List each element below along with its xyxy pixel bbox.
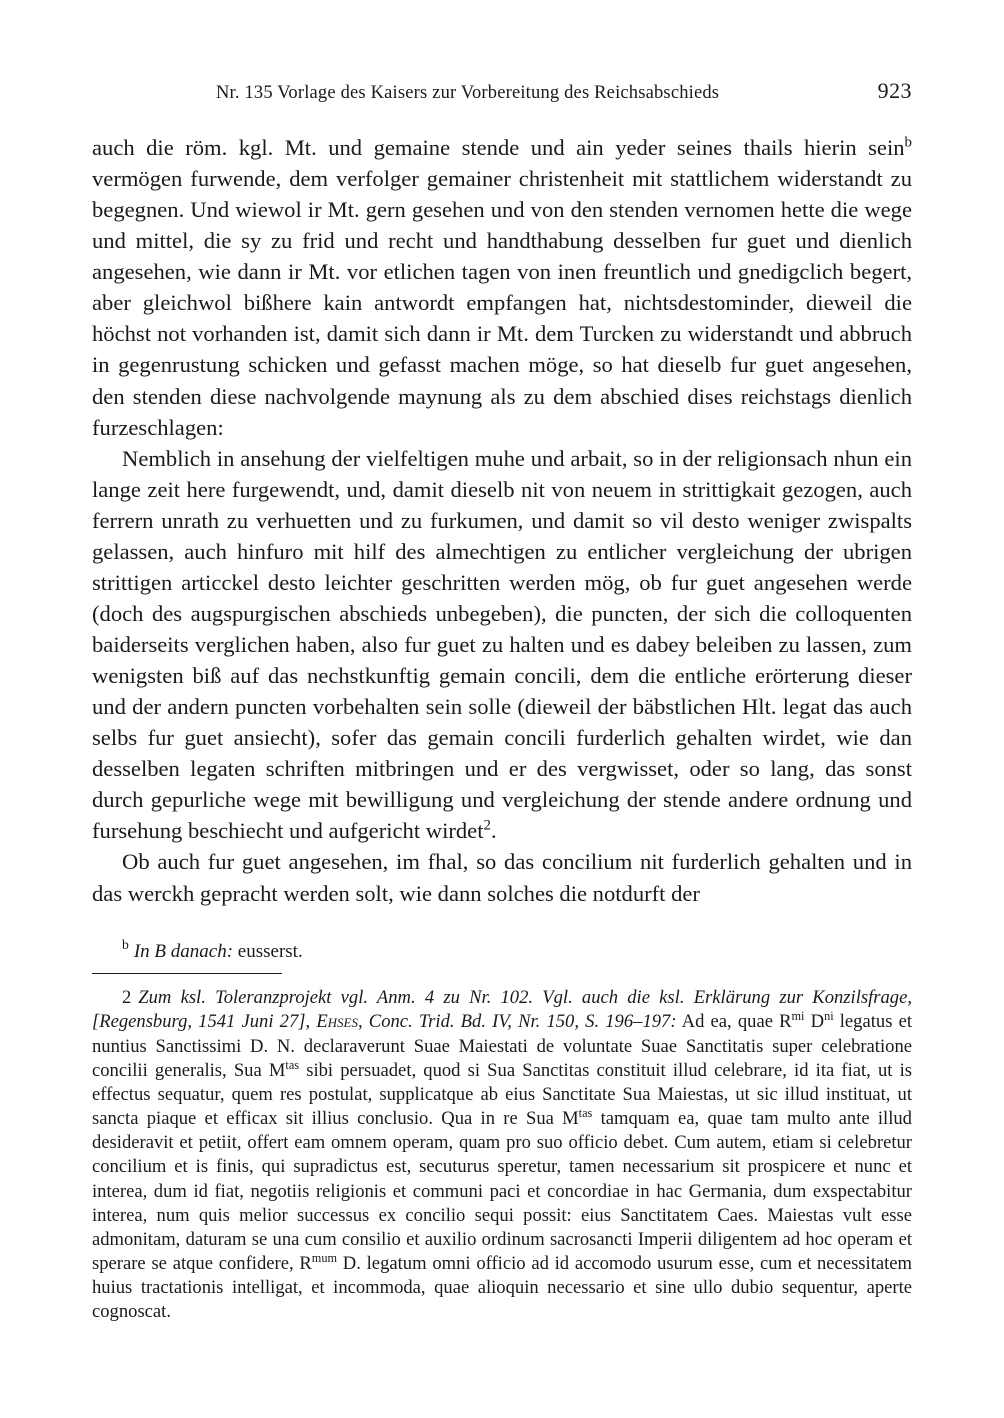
- footnote-2-italic-2: , Conc. Trid. Bd. IV, Nr. 150, S. 196–197:: [358, 1011, 677, 1033]
- paragraph-2: Nemblich in ansehung der vielfeltigen muhe und arbait, so in der religionsach nhun ein lange zeit here furgewendt, und, damit dieselb nit von neuem in strittigkait gezogen, auch ferrern unrath zu verhuetten und zu furkumen, und damit so vil desto weniger zwispalts gelassen, auch hinfuro mit hilf des almechtigen zu entlicher vergleichung der ubrigen strittigen articckel desto leichter geschritten werden mög, ob fur guet angesehen werde (doch des augspurgischen abschieds unbegeben), die puncten, der sich die colloquenten baiderseits verglichen haben, also fur guet zu halten und es dabey beleiben zu lassen, zum wenigsten biß auf das nechstkunftig gemain concili, dem die entliche erörterung dieser und der andern puncten vorbehalten sein solle (dieweil der bäbstlichen Hlt. legat das auch selbs fur guet ansiecht), sofer das gemain concili furderlich gehalten wirdet, wie dan desselben legaten schriften mitbringen und er des vergwisset, oder so lang, das sonst durch gepurliche wege mit bewilligung und vergleichung der stende andere ordnung und fursehung beschiecht und aufgericht wirdet$^2$.: [92, 445, 912, 844]
- footnote-2-smallcaps: Ehses: [316, 1011, 358, 1033]
- footnote-b-text: eusserst.: [233, 940, 303, 962]
- body-text: [92, 132, 912, 909]
- footnote-rule: [92, 973, 282, 974]
- footnotes: [92, 939, 912, 1325]
- paragraph-3: Ob auch fur guet angesehen, im fhal, so das concilium nit furderlich gehalten und in das werckh gepracht werden solt, wie dann solches die notdurft der: [92, 849, 912, 906]
- page-number: 923: [877, 78, 912, 103]
- footnote-2-italic-1: Zum ksl. Toleranzprojekt vgl. Anm. 4 zu Nr. 102. Vgl. auch die ksl. Erklärung zur Konzilsfrage, [Regensburg, 1541 Juni 27],: [92, 987, 912, 1033]
- footnote-b-italic: In B danach:: [133, 940, 234, 962]
- footnote-marker-b: b: [122, 937, 129, 953]
- paragraph-1: auch die röm. kgl. Mt. und gemaine stende und ain yeder seines thails hierin sein$^b$ vermögen furwende, dem verfolger gemainer christenheit mit stattlichem widerstandt zu begegnen. Und wiewol ir Mt. gern gesehen und von den stenden vernomen hette die wege und mittel, die sy zu frid und recht und handthabung desselben fur guet und dienlich angesehen, wie dann ir Mt. vor etlichen tagen von inen freuntlich und gnedigclich begert, aber gleichwol bißhere kain antwordt empfangen hat, nichtsdestominder, dieweil die höchst not vorhanden ist, damit sich dann ir Mt. dem Turcken zu widerstandt und abbruch in gegenrustung schicken und gefasst machen möge, so hat dieselb fur guet angesehen, den stenden diese nachvolgende maynung als zu dem abschied dises reichstags dienlich furzeschlagen:: [92, 134, 912, 440]
- footnote-marker-2: 2: [122, 987, 132, 1009]
- page-header: [92, 78, 912, 106]
- footnote-apparatus-b: [92, 939, 912, 965]
- footnote-2: 2 Zum ksl. Toleranzprojekt vgl. Anm. 4 zu Nr. 102. Vgl. auch die ksl. Erklärung zur Konzilsfrage, [Regensburg, 1541 Juni 27], Ehses, Conc. Trid. Bd. IV, Nr. 150, S. 196–197: Ad ea, quae $R^{mi}$ $D^{ni}$ legatus et nuntius Sanctissimi D. N. declaraverunt Suae Maiestati de voluntate Suae Sanctitatis super celebratione concilii generalis, Sua $M^{tas}$ sibi persuadet, quod si Sua Sanctitas constituit illud celebrare, id ita fiat, ut is effectus sequatur, quem res postulat, supplicatque ab eius Sanctitate Sua Maiestas, ut sic illud instituat, ut sancta piaque et efficax sit illius conclusio. Qua in re Sua $M^{tas}$ tamquam ea, quae tam multo ante illud desideravit et petiit, offert eam omnem operam, quam pro suo officio debet. Cum autem, etiam si celebretur concilium et is finis, qui supradictus est, secuturus speretur, tamen necessarium sit prospicere et nunc et interea, dum id fiat, negotiis religionis et communi paci et concordiae in hac Germania, dum exspectabitur interea, num quis melior successus ex concilio sequi possit: eius Sanctitatem Caes. Maiestas vult esse admonitam, daturam se una cum consilio et auxilio ordinum sacrosancti Imperii diligentem ad hoc operam et sperare se atque confidere, $R^{mum}$ D. legatum omni officio ad id accomodo usurum esse, cum et necessitatem huius tractationis intelligat, et incommoda, quae alioquin necessario et sine ullo dubio sequentur, aperte cognoscat.: [92, 987, 913, 1323]
- running-head: Nr. 135 Vorlage des Kaisers zur Vorbereitung des Reichsabschieds: [216, 83, 720, 103]
